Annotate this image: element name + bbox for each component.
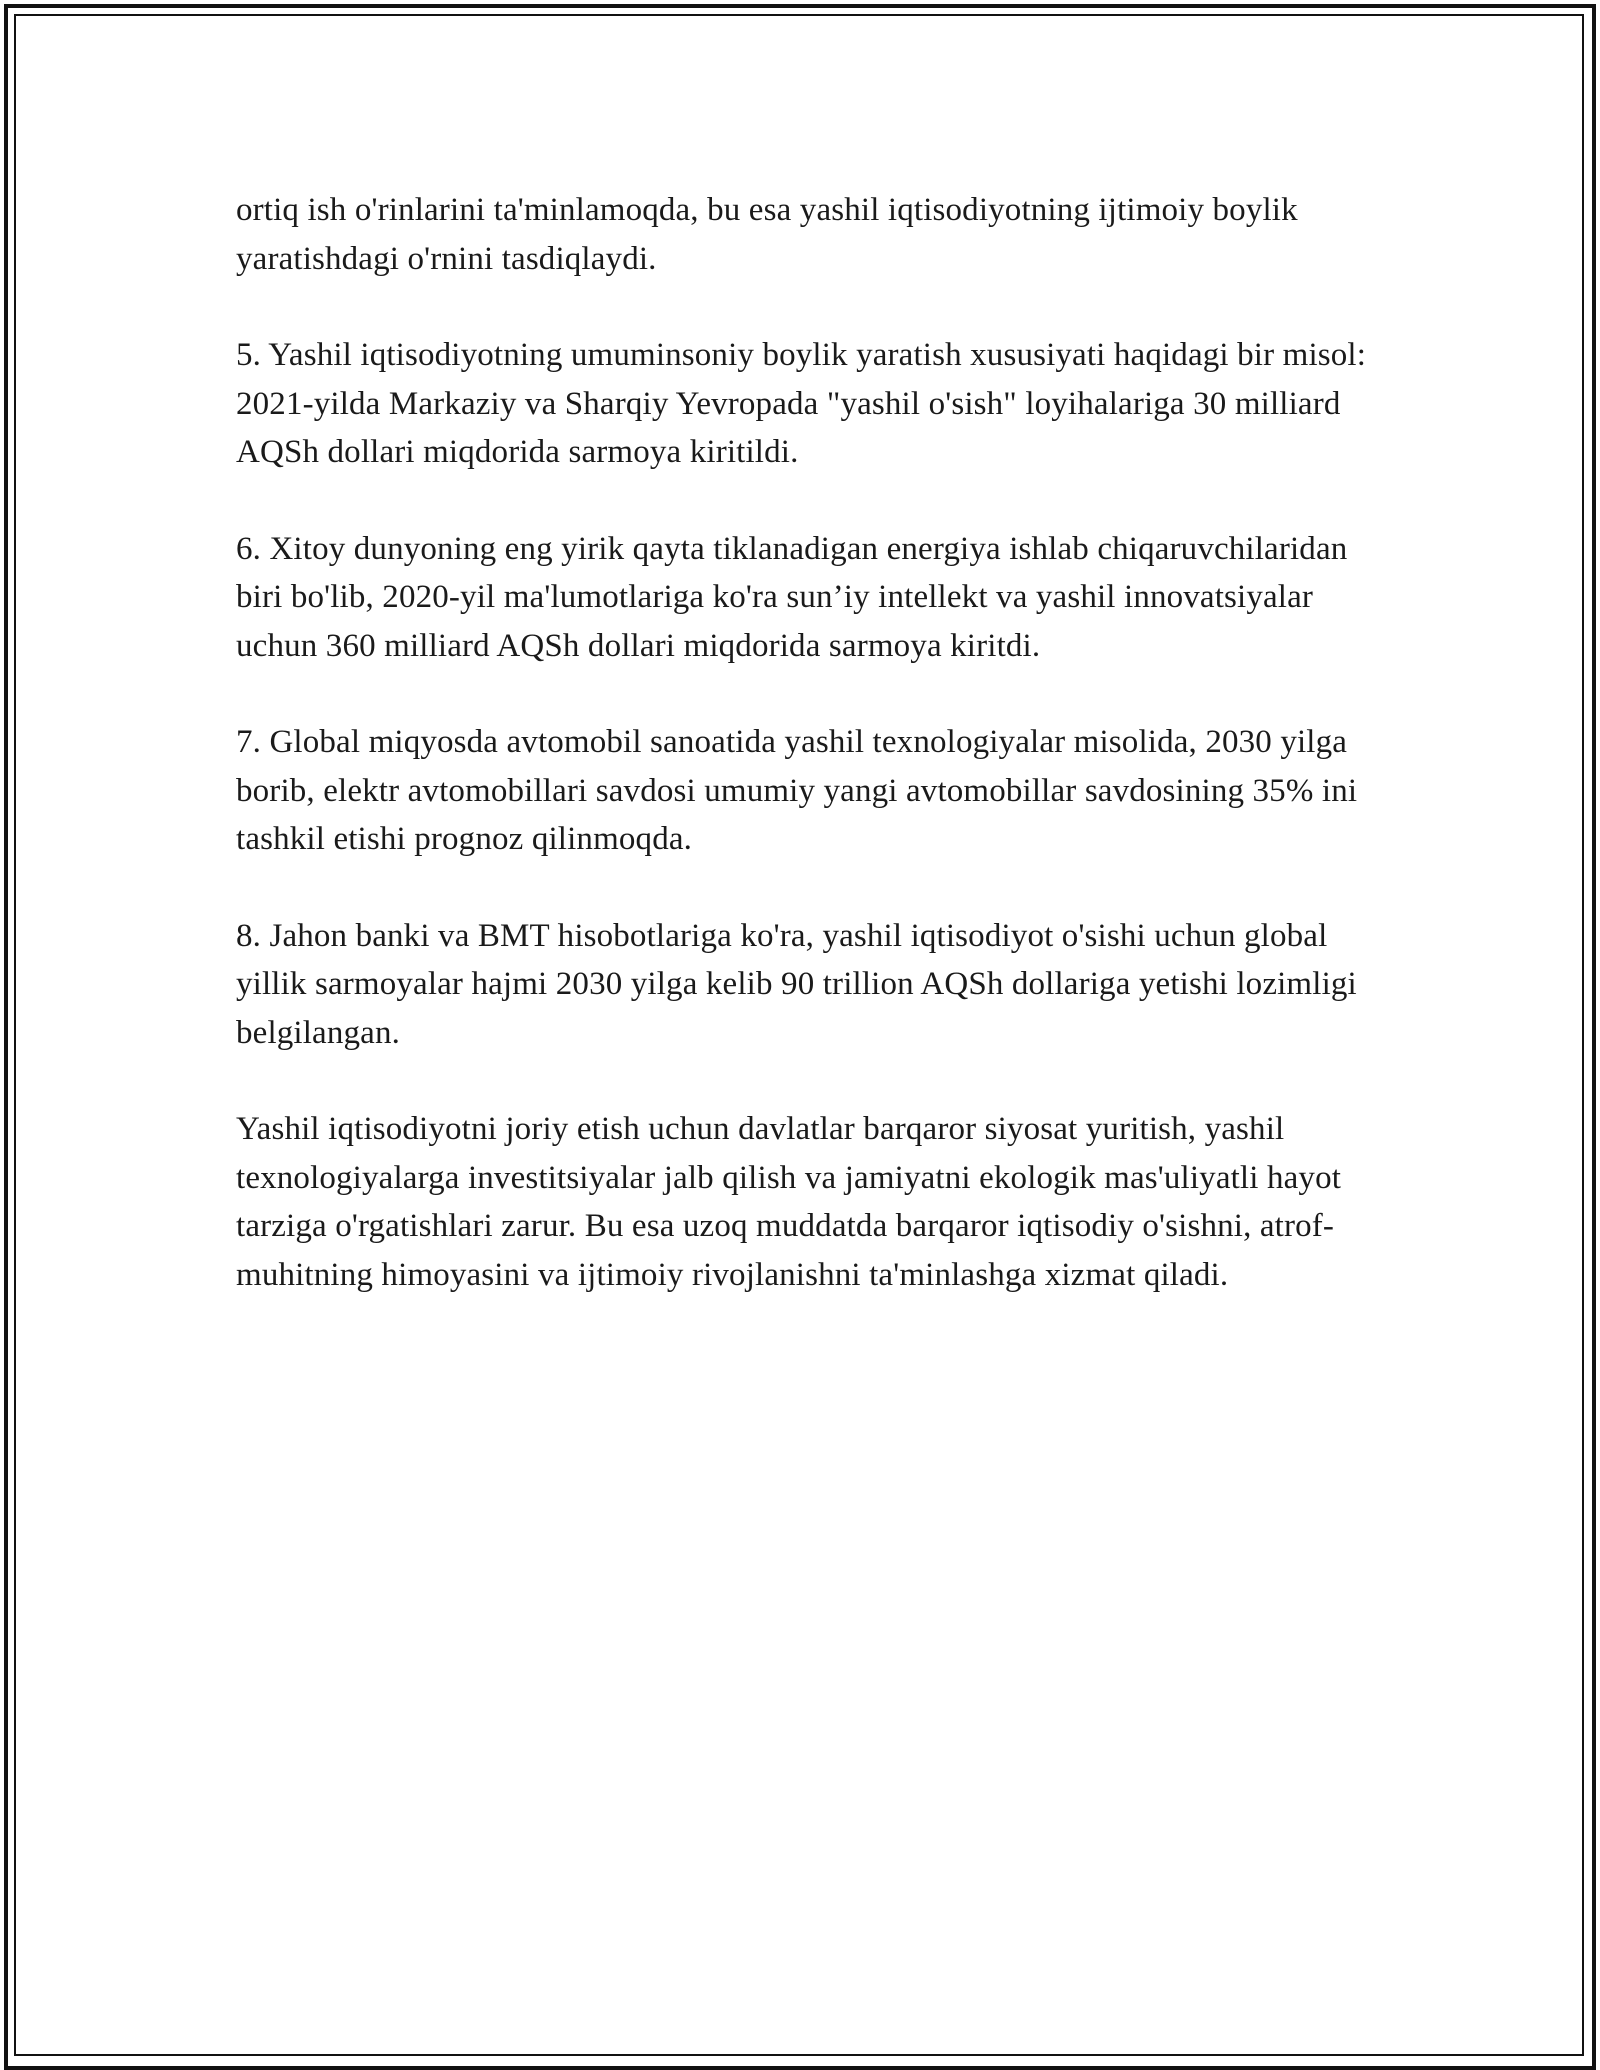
paragraph-continuation: ortiq ish o'rinlarini ta'minlamoqda, bu esa yashil iqtisodiyotning ijtimoiy boylik yaratishdagi o'rnini tasdiqlaydi. [236,192,1298,277]
paragraph-item-6: 6. Xitoy dunyoning eng yirik qayta tiklanadigan energiya ishlab chiqaruvchilaridan biri bo'lib, 2020-yil ma'lumotlariga ko'ra sun’iy intellekt va yashil innovatsiyalar uchun 360 milliard AQSh dollari miqdorida sarmoya kiritdi. [236,530,1348,664]
paragraph-item-8: 8. Jahon banki va BMT hisobotlariga ko'ra, yashil iqtisodiyot o'sishi uchun global yillik sarmoyalar hajmi 2030 yilga kelib 90 trillion AQSh dollariga yetishi lozimligi belgilangan. [236,917,1357,1051]
paragraph-item-5: 5. Yashil iqtisodiyotning umuminsoniy boylik yaratish xususiyati haqidagi bir misol: 2021-yilda Markaziy va Sharqiy Yevropada "yashil o'sish" loyihalariga 30 milliard AQSh dollari miqdorida sarmoya kiritildi. [236,337,1367,470]
paragraph-item-7: 7. Global miqyosda avtomobil sanoatida yashil texnologiyalar misolida, 2030 yilga borib, elektr avtomobillari savdosi umumiy yangi avtomobillar savdosining 35% ini tashkil etishi prognoz qilinmoqda. [236,724,1358,857]
paragraph-conclusion: Yashil iqtisodiyotni joriy etish uchun davlatlar barqaror siyosat yuritish, yashil texnologiyalarga investitsiyalar jalb qilish va jamiyatni ekologik mas'uliyatli hayot tarziga o'rgatishlari zarur. Bu esa uzoq muddatda barqaror iqtisodiy o'sishni, atrof-muhitning himoyasini va ijtimoiy rivojlanishni ta'minlashga xizmat qiladi. [236,1111,1342,1293]
document-body [236,186,1376,1347]
